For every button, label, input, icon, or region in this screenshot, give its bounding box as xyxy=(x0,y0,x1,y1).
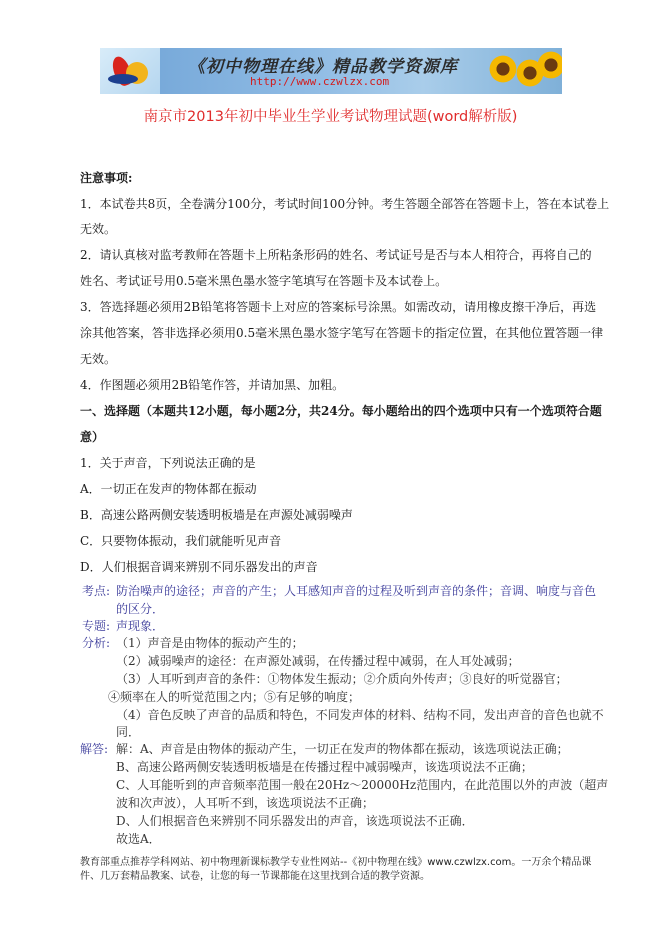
document-title: 南京市2013年初中毕业生学业考试物理试题(word解析版) xyxy=(143,109,518,125)
footer-line: 教育部重点推荐学科网站、初中物理新课标教学专业性网站--《初中物理在线》www.czwlzx.com。一万余个精品课 xyxy=(80,857,592,868)
note-line: 2．请认真核对监考教师在答题卡上所粘条形码的姓名、考试证号是否与本人相符合，再将自己的 xyxy=(80,248,592,262)
jieda-label: 解答: xyxy=(80,742,109,756)
note-line: 姓名、考试证号用0.5毫米黑色墨水签字笔填写在答题卡及本试卷上。 xyxy=(80,274,448,288)
sunflower-icon xyxy=(488,54,518,84)
notes-heading: 注意事项: xyxy=(80,171,133,185)
zhuanti-label: 专题: xyxy=(82,619,111,633)
option-d: D．人们根据音调来辨别不同乐器发出的声音 xyxy=(80,560,318,574)
kaodian-text: 防治噪声的途径；声音的产生；人耳感知声音的过程及听到声音的条件；音调、响度与音色 xyxy=(116,584,597,598)
fenxi-label: 分析: xyxy=(82,636,111,650)
fenxi-line: （2）减弱噪声的途径：在声源处减弱，在传播过程中减弱，在人耳处减弱； xyxy=(116,654,520,668)
jieda-line: D、人们根据音色来辨别不同乐器发出的声音，该选项说法不正确． xyxy=(116,814,474,828)
kaodian-label: 考点: xyxy=(82,584,111,598)
option-a: A．一切正在发声的物体都在振动 xyxy=(80,482,257,496)
fenxi-line: （4）音色反映了声音的品质和特色，不同发声体的材料、结构不同，发出声音的音色也就不 xyxy=(116,708,604,722)
fenxi-line: （1）声音是由物体的振动产生的； xyxy=(116,636,304,650)
jieda-line: 故选A． xyxy=(116,832,161,846)
note-line: 无效。 xyxy=(80,222,117,236)
fenxi-line: 同． xyxy=(116,725,141,739)
section-heading: 一、选择题（本题共12小题，每小题2分，共24分。每小题给出的四个选项中只有一个选项符合题 xyxy=(80,404,602,418)
site-logo xyxy=(100,48,160,94)
zhuanti-text: 声现象． xyxy=(116,619,165,633)
jieda-line: 解：A、声音是由物体的振动产生，一切正在发声的物体都在振动，该选项说法正确； xyxy=(116,742,569,756)
option-b: B．高速公路两侧安装透明板墙是在声源处减弱噪声 xyxy=(80,508,353,522)
jieda-line: B、高速公路两侧安装透明板墙是在传播过程中减弱噪声，该选项说法不正确； xyxy=(116,760,533,774)
section-heading: 意） xyxy=(80,430,105,444)
note-line: 涂其他答案，答非选择必须用0.5毫米黑色墨水签字笔写在答题卡的指定位置，在其他位置答题一律 xyxy=(80,326,604,340)
note-line: 无效。 xyxy=(80,352,117,366)
header-banner xyxy=(100,48,562,94)
sunflower-icon xyxy=(536,50,562,80)
option-c: C．只要物体振动，我们就能听见声音 xyxy=(80,534,282,548)
jieda-line: 波和次声波），人耳听不到，该选项说法不正确； xyxy=(116,796,375,810)
banner-url[interactable]: http://www.czwlzx.com xyxy=(250,75,390,88)
fenxi-line: ④频率在人的听觉范围之内；⑤有足够的响度； xyxy=(108,690,361,704)
kaodian-text: 的区分． xyxy=(116,602,165,616)
fenxi-line: （3）人耳听到声音的条件：①物体发生振动；②介质向外传声；③良好的听觉器官； xyxy=(116,672,568,686)
question-stem: 1．关于声音，下列说法正确的是 xyxy=(80,456,256,470)
footer-line: 件、几万套精品教案、试卷，让您的每一节课都能在这里找到合适的教学资源。 xyxy=(80,871,430,882)
note-line: 1．本试卷共8页，全卷满分100分，考试时间100分钟。考生答题全部答在答题卡上，答在本试卷上 xyxy=(80,197,610,211)
jieda-line: C、人耳能听到的声音频率范围一般在20Hz～20000Hz范围内，在此范围以外的声波（超声 xyxy=(116,778,609,792)
banner-title: 《初中物理在线》精品教学资源库 xyxy=(188,57,458,77)
note-line: 4．作图题必须用2B铅笔作答，并请加黑、加粗。 xyxy=(80,378,345,392)
note-line: 3．答选择题必须用2B铅笔将答题卡上对应的答案标号涂黑。如需改动，请用橡皮擦干净后，再选 xyxy=(80,300,597,314)
